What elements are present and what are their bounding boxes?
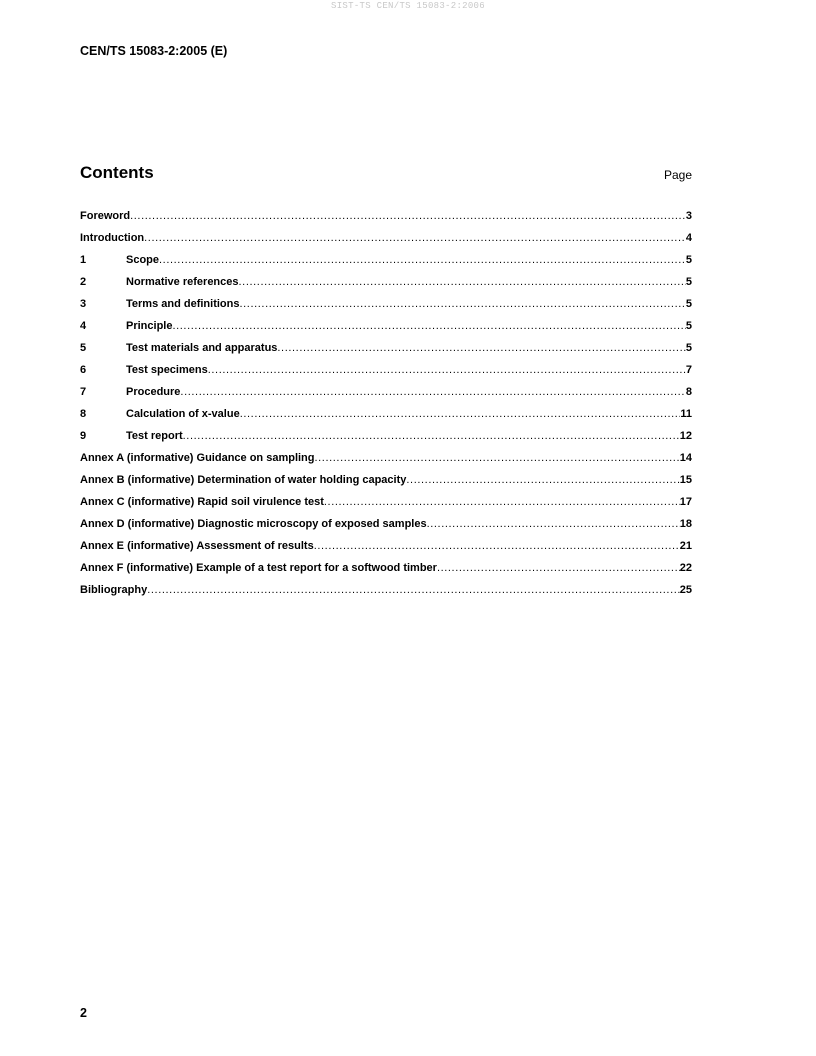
toc-dot-leader (324, 495, 680, 509)
toc-entry-title: Test report (126, 430, 183, 442)
toc-dot-leader (130, 209, 686, 223)
toc-dot-leader (314, 539, 680, 553)
toc-entry-title: Bibliography (80, 584, 148, 596)
toc-entry-title: Test specimens (126, 364, 208, 376)
toc-dot-leader (183, 429, 680, 443)
toc-entry-page: 22 (679, 562, 692, 574)
toc-entry[interactable] (80, 517, 692, 539)
toc-entry[interactable] (80, 341, 692, 363)
toc-dot-leader (315, 451, 680, 465)
toc-entry[interactable] (80, 297, 692, 319)
toc-entry-number: 9 (80, 430, 87, 442)
toc-dot-leader (147, 583, 680, 597)
toc-entry-number: 5 (80, 342, 87, 354)
document-id: CEN/TS 15083-2:2005 (E) (80, 44, 228, 58)
toc-entry-page: 14 (679, 452, 692, 464)
toc-entry[interactable] (80, 385, 692, 407)
toc-dot-leader (208, 363, 686, 377)
toc-entry-page: 4 (685, 232, 692, 244)
toc-entry-number: 3 (80, 298, 87, 310)
toc-dot-leader (239, 297, 685, 311)
toc-dot-leader (240, 407, 681, 421)
toc-dot-leader (180, 385, 685, 399)
toc-entry-page: 25 (679, 584, 692, 596)
toc-entry-title: Scope (126, 254, 160, 266)
toc-entry-number: 8 (80, 408, 87, 420)
toc-entry[interactable] (80, 451, 692, 473)
toc-entry[interactable] (80, 473, 692, 495)
toc-entry-number: 1 (80, 254, 87, 266)
toc-entry-page: 5 (685, 320, 692, 332)
toc-entry[interactable] (80, 561, 692, 583)
toc-dot-leader (239, 275, 686, 289)
toc-dot-leader (406, 473, 679, 487)
toc-entry-title: Annex A (informative) Guidance on sampling (80, 452, 315, 464)
toc-dot-leader (277, 341, 685, 355)
toc-dot-leader (427, 517, 680, 531)
toc-entry-title: Principle (126, 320, 173, 332)
toc-entry-title: Annex D (informative) Diagnostic microscopy of exposed samples (80, 518, 427, 530)
toc-entry-title: Introduction (80, 232, 145, 244)
toc-entry[interactable] (80, 407, 692, 429)
toc-entry-page: 3 (685, 210, 692, 222)
page-number: 2 (80, 1006, 87, 1020)
toc-entry-page: 21 (679, 540, 692, 552)
toc-entry-title: Procedure (126, 386, 181, 398)
watermark: SIST-TS CEN/TS 15083-2:2006 (331, 1, 485, 11)
toc-entry-number: 6 (80, 364, 87, 376)
toc-entry-title: Foreword (80, 210, 131, 222)
toc-dot-leader (144, 231, 686, 245)
toc-entry-page: 18 (679, 518, 692, 530)
toc-entry-page: 7 (685, 364, 692, 376)
table-of-contents (80, 209, 692, 605)
toc-entry-title: Annex E (informative) Assessment of results (80, 540, 314, 552)
toc-entry-title: Calculation of x-value (126, 408, 240, 420)
toc-entry-page: 8 (685, 386, 692, 398)
toc-entry[interactable] (80, 539, 692, 561)
toc-entry[interactable] (80, 429, 692, 451)
contents-heading: Contents (80, 163, 154, 182)
toc-entry-title: Terms and definitions (126, 298, 240, 310)
toc-entry[interactable] (80, 231, 692, 253)
toc-entry[interactable] (80, 275, 692, 297)
toc-entry-title: Normative references (126, 276, 239, 288)
toc-entry-title: Test materials and apparatus (126, 342, 278, 354)
toc-entry[interactable] (80, 253, 692, 275)
toc-entry-page: 5 (685, 276, 692, 288)
toc-entry-title: Annex F (informative) Example of a test report for a softwood timber (80, 562, 437, 574)
toc-entry-title: Annex B (informative) Determination of water holding capacity (80, 474, 407, 486)
toc-dot-leader (159, 253, 686, 267)
toc-entry[interactable] (80, 495, 692, 517)
toc-entry-page: 5 (685, 254, 692, 266)
toc-entry-number: 2 (80, 276, 87, 288)
toc-entry-number: 4 (80, 320, 87, 332)
toc-entry-number: 7 (80, 386, 87, 398)
toc-entry[interactable] (80, 319, 692, 341)
toc-entry-title: Annex C (informative) Rapid soil virulence test (80, 496, 324, 508)
toc-dot-leader (172, 319, 685, 333)
toc-entry[interactable] (80, 583, 692, 605)
toc-entry-page: 5 (685, 298, 692, 310)
page-column-label: Page (663, 168, 692, 182)
toc-entry-page: 17 (679, 496, 692, 508)
toc-entry-page: 11 (680, 408, 692, 420)
toc-entry[interactable] (80, 209, 692, 231)
toc-entry-page: 5 (685, 342, 692, 354)
toc-dot-leader (437, 561, 680, 575)
toc-entry[interactable] (80, 363, 692, 385)
toc-entry-page: 12 (679, 430, 692, 442)
toc-entry-page: 15 (679, 474, 692, 486)
